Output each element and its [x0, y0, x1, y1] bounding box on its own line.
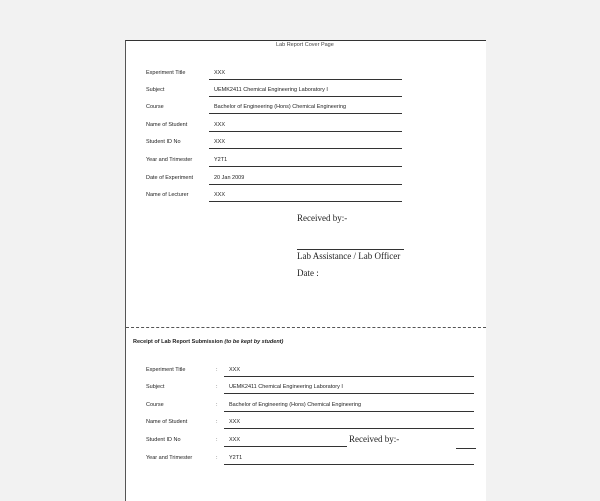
field-value: 20 Jan 2009: [214, 175, 245, 181]
field-underline: [224, 446, 347, 447]
field-label: Year and Trimester: [146, 157, 193, 163]
field-label: Course: [146, 402, 164, 408]
date-label: Date :: [297, 268, 319, 278]
receipt-signature-line: [456, 448, 476, 449]
field-label: Experiment Title: [146, 70, 186, 76]
receipt-title: [133, 339, 283, 345]
field-underline: [209, 96, 402, 97]
field-value: XXX: [229, 437, 241, 443]
field-value: UEMK2411 Chemical Engineering Laboratory I: [229, 384, 343, 390]
field-underline: [209, 131, 402, 132]
field-value: UEMK2411 Chemical Engineering Laboratory I: [214, 87, 328, 93]
field-value: Y2T1: [214, 157, 228, 163]
field-label: Experiment Title: [146, 367, 186, 373]
field-underline: [209, 79, 402, 80]
field-label: Student ID No: [146, 437, 181, 443]
field-colon: :: [216, 437, 218, 443]
field-value: Bachelor of Engineering (Hons) Chemical Engineering: [214, 104, 347, 110]
field-underline: [224, 376, 474, 377]
field-underline: [224, 393, 474, 394]
cover-page-title: Lab Report Cover Page: [276, 42, 334, 48]
field-value: XXX: [229, 367, 241, 373]
field-underline: [209, 201, 402, 202]
field-colon: :: [216, 402, 218, 408]
field-value: Y2T1: [229, 455, 243, 461]
field-label: Student ID No: [146, 139, 181, 145]
field-value: XXX: [214, 70, 226, 76]
field-underline: [209, 184, 402, 185]
field-label: Subject: [146, 384, 165, 390]
received-by-label: Received by:-: [297, 213, 348, 223]
field-underline: [209, 113, 402, 114]
field-label: Subject: [146, 87, 165, 93]
cut-line: [126, 327, 486, 328]
field-label: Course: [146, 104, 164, 110]
field-underline: [209, 166, 402, 167]
field-colon: :: [216, 455, 218, 461]
field-colon: :: [216, 419, 218, 425]
field-value: Bachelor of Engineering (Hons) Chemical Engineering: [229, 402, 362, 408]
field-underline: [209, 148, 402, 149]
field-value: XXX: [214, 122, 226, 128]
field-underline: [224, 411, 474, 412]
signature-line: [297, 249, 404, 250]
field-underline: [224, 428, 474, 429]
field-value: XXX: [229, 419, 241, 425]
field-label: Name of Lecturer: [146, 192, 189, 198]
field-colon: :: [216, 384, 218, 390]
field-label: Name of Student: [146, 122, 188, 128]
receipt-note: (to be kept by student): [224, 339, 284, 345]
document-page: [125, 40, 486, 501]
field-label: Name of Student: [146, 419, 188, 425]
field-label: Year and Trimester: [146, 455, 193, 461]
field-label: Date of Experiment: [146, 175, 194, 181]
officer-label: Lab Assistance / Lab Officer: [297, 251, 401, 261]
field-colon: :: [216, 367, 218, 373]
receipt-received-by-label: Received by:-: [349, 434, 400, 444]
field-value: XXX: [214, 192, 226, 198]
field-value: XXX: [214, 139, 226, 145]
receipt-title-text: Receipt of Lab Report Submission: [133, 339, 223, 345]
field-underline: [224, 464, 474, 465]
